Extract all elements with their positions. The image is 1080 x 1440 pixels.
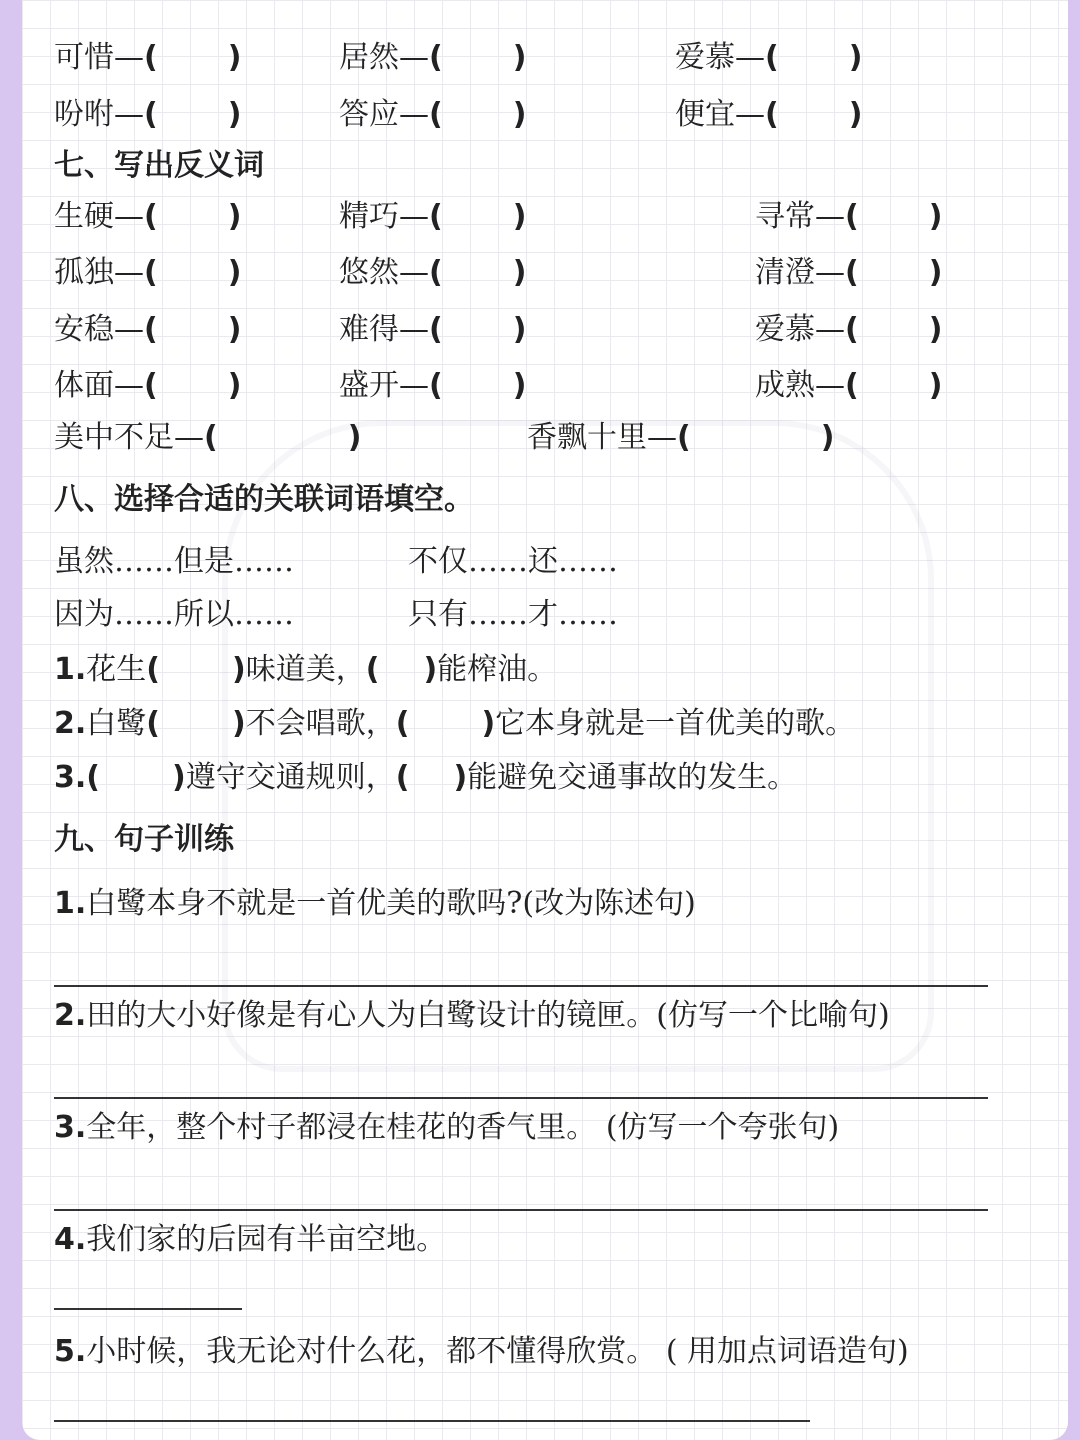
word-label: 盛开— <box>339 368 429 403</box>
exercise-prompt <box>54 996 890 1036</box>
answer-blank[interactable]: ( ) <box>144 255 242 290</box>
word-item <box>755 366 942 406</box>
answer-blank[interactable]: ( ) <box>845 255 943 290</box>
section-heading: 八、选择合适的关联词语填空。 <box>54 482 474 517</box>
conjunction-option: 虽然……但是…… <box>54 544 294 579</box>
word-item <box>755 197 942 237</box>
question-number: 1. <box>54 886 87 921</box>
answer-blank[interactable]: ( ) <box>144 312 242 347</box>
prompt-text: 小时候，我无论对什么花，都不懂得欣赏。 ( 用加点词语造句) <box>86 1334 909 1369</box>
word-label: 精巧— <box>339 199 429 234</box>
answer-blank[interactable]: ( ) <box>845 368 943 403</box>
answer-blank[interactable]: ( ) <box>765 40 863 75</box>
word-label: 生硬— <box>54 199 144 234</box>
worksheet <box>22 0 1068 1440</box>
answer-blank[interactable]: ( ) <box>146 706 246 741</box>
answer-line[interactable] <box>54 1097 988 1099</box>
question-number: 1. <box>54 652 87 687</box>
word-item <box>54 253 241 293</box>
prompt-text: 我们家的后园有半亩空地。 <box>86 1222 447 1257</box>
exercise-prompt <box>54 884 696 924</box>
word-item <box>54 95 241 135</box>
word-label: 成熟— <box>755 368 845 403</box>
word-label: 体面— <box>54 368 144 403</box>
answer-line[interactable] <box>54 1209 988 1211</box>
word-item <box>339 95 526 135</box>
answer-blank[interactable]: ( ) <box>144 368 242 403</box>
answer-blank[interactable]: ( ) <box>395 706 496 741</box>
answer-blank[interactable]: ( ) <box>429 255 527 290</box>
answer-blank[interactable]: ( ) <box>429 368 527 403</box>
word-label: 寻常— <box>755 199 845 234</box>
word-item <box>339 310 526 350</box>
sentence-text: 能避免交通事故的发生。 <box>467 760 798 795</box>
sentence-text: 不会唱歌， <box>245 706 396 741</box>
answer-blank[interactable]: ( ) <box>146 652 246 687</box>
sentence-text: 它本身就是一首优美的歌。 <box>495 706 856 741</box>
answer-blank[interactable]: ( ) <box>144 97 242 132</box>
word-item <box>54 310 241 350</box>
word-item <box>527 418 834 458</box>
answer-blank[interactable]: ( ) <box>429 40 527 75</box>
sentence-text: 遵守交通规则， <box>185 760 396 795</box>
answer-blank[interactable]: ( ) <box>845 199 943 234</box>
exercise-prompt <box>54 1108 839 1148</box>
word-item <box>339 38 526 78</box>
answer-blank[interactable]: ( ) <box>86 760 186 795</box>
word-item <box>54 38 241 78</box>
word-item <box>755 310 942 350</box>
fill-sentence <box>54 704 855 744</box>
word-label: 答应— <box>339 97 429 132</box>
conjunction-option: 只有……才…… <box>408 597 618 632</box>
word-item <box>755 253 942 293</box>
answer-line[interactable] <box>54 1420 810 1422</box>
answer-blank[interactable]: ( ) <box>204 420 362 455</box>
answer-blank[interactable]: ( ) <box>845 312 943 347</box>
sentence-text: 白鹭 <box>86 706 147 741</box>
answer-blank[interactable]: ( ) <box>429 97 527 132</box>
word-label: 爱慕— <box>755 312 845 347</box>
word-label: 难得— <box>339 312 429 347</box>
answer-blank[interactable]: ( ) <box>429 199 527 234</box>
question-number: 5. <box>54 1334 87 1369</box>
word-label: 便宜— <box>675 97 765 132</box>
answer-blank[interactable]: ( ) <box>677 420 835 455</box>
word-label: 清澄— <box>755 255 845 290</box>
word-label: 居然— <box>339 40 429 75</box>
word-item <box>675 95 862 135</box>
fill-sentence <box>54 650 557 690</box>
word-label: 安稳— <box>54 312 144 347</box>
question-number: 2. <box>54 706 87 741</box>
word-item <box>54 197 241 237</box>
exercise-prompt <box>54 1332 909 1372</box>
answer-blank[interactable]: ( ) <box>395 760 468 795</box>
question-number: 4. <box>54 1222 87 1257</box>
answer-blank[interactable]: ( ) <box>144 199 242 234</box>
word-item <box>339 197 526 237</box>
answer-blank[interactable]: ( ) <box>144 40 242 75</box>
question-number: 3. <box>54 760 87 795</box>
sentence-text: 能榨油。 <box>437 652 558 687</box>
prompt-text: 白鹭本身不就是一首优美的歌吗?(改为陈述句) <box>86 886 696 921</box>
section-heading: 七、写出反义词 <box>54 148 264 183</box>
question-number: 3. <box>54 1110 87 1145</box>
question-number: 2. <box>54 998 87 1033</box>
answer-line[interactable] <box>54 1308 242 1310</box>
prompt-text: 田的大小好像是有心人为白鹭设计的镜匣。(仿写一个比喻句) <box>86 998 890 1033</box>
word-label: 可惜— <box>54 40 144 75</box>
word-label: 吩咐— <box>54 97 144 132</box>
exercise-prompt <box>54 1220 446 1260</box>
answer-blank[interactable]: ( ) <box>765 97 863 132</box>
prompt-text: 全年，整个村子都浸在桂花的香气里。 (仿写一个夸张句) <box>86 1110 840 1145</box>
conjunction-option: 不仅……还…… <box>408 544 618 579</box>
conjunction-option: 因为……所以…… <box>54 597 294 632</box>
word-label: 悠然— <box>339 255 429 290</box>
answer-blank[interactable]: ( ) <box>365 652 438 687</box>
sentence-text: 味道美， <box>245 652 366 687</box>
word-label: 孤独— <box>54 255 144 290</box>
answer-line[interactable] <box>54 985 988 987</box>
word-item <box>339 253 526 293</box>
fill-sentence <box>54 758 797 798</box>
word-item <box>54 418 361 458</box>
answer-blank[interactable]: ( ) <box>429 312 527 347</box>
sentence-text: 花生 <box>86 652 147 687</box>
word-label: 美中不足— <box>54 420 204 455</box>
word-item <box>54 366 241 406</box>
word-label: 爱慕— <box>675 40 765 75</box>
section-heading: 九、句子训练 <box>54 822 234 857</box>
word-item <box>339 366 526 406</box>
word-item <box>675 38 862 78</box>
word-label: 香飘十里— <box>527 420 677 455</box>
